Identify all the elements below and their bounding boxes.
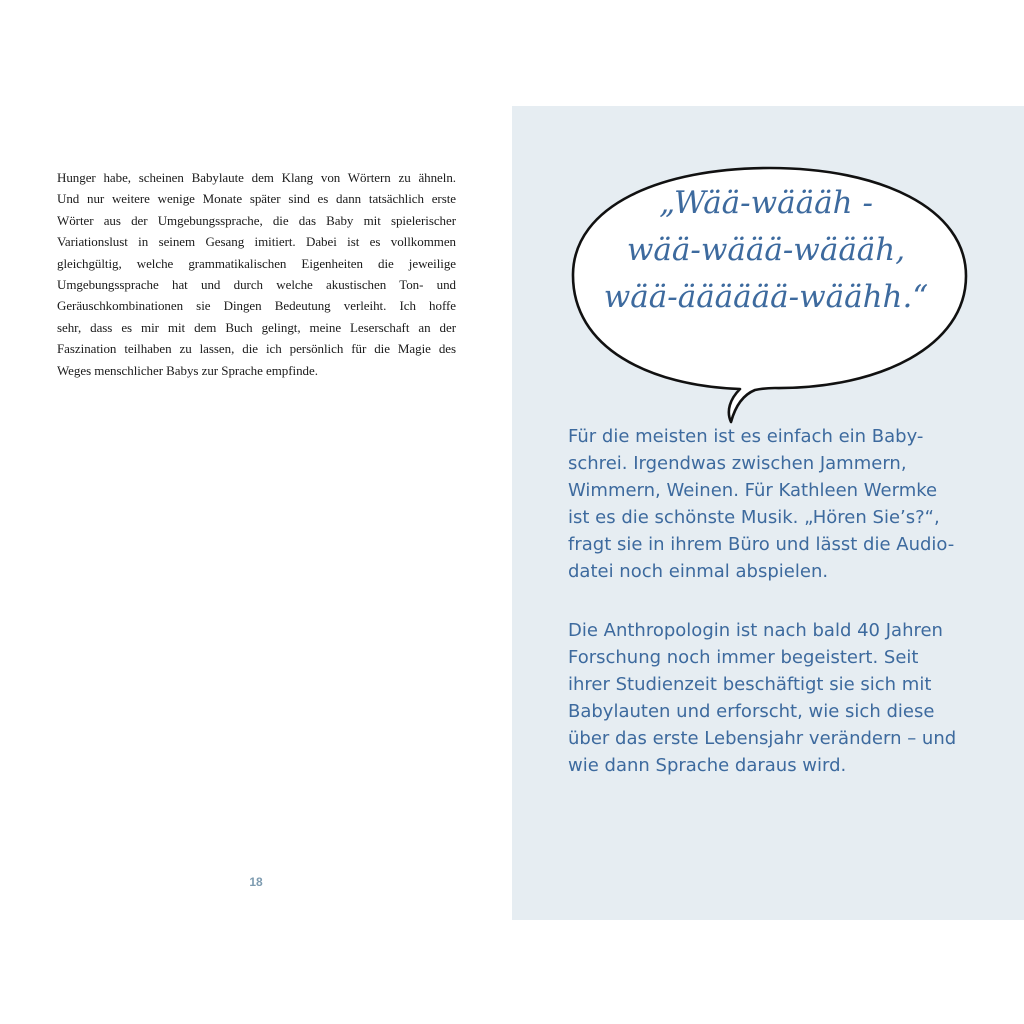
paragraph-line: fragt sie in ihrem Büro und lässt die Audio-	[568, 534, 955, 555]
paragraph-line: ist es die schönste Musik. „Hören Sie’s?“,	[568, 507, 940, 528]
body-line: Weges menschlicher Babys zur Sprache empfinde.	[57, 362, 318, 378]
bubble-quote-line: wää-wäää-wäääh,	[626, 232, 906, 268]
paragraph-line: schrei. Irgendwas zwischen Jammern,	[568, 453, 907, 474]
paragraph-line: Babylauten und erforscht, wie sich diese	[568, 701, 935, 722]
bubble-quote-line: wää-ääääää-wäähh.“	[603, 279, 929, 315]
paragraph-line: Die Anthropologin ist nach bald 40 Jahren	[568, 620, 943, 641]
paragraph-line: über das erste Lebensjahr verändern – und	[568, 728, 957, 749]
paragraph-line: Forschung noch immer begeistert. Seit	[568, 647, 919, 668]
paragraph-line: Für die meisten ist es einfach ein Baby-	[568, 426, 924, 447]
paragraph-line: datei noch einmal abspielen.	[568, 561, 829, 582]
body-line: Wörter aus der Umgebungssprache, die das Baby mit spielerischer	[57, 212, 456, 228]
page-number: 18	[249, 875, 263, 889]
second-paragraph	[568, 617, 968, 779]
body-line: Umgebungssprache hat und durch welche akustischen Ton- und	[57, 276, 456, 292]
paragraph-line: wie dann Sprache daraus wird.	[568, 755, 847, 776]
body-line: Geräuschkombinationen sie Dingen Bedeutung verleiht. Ich hoffe	[57, 298, 456, 314]
intro-paragraph	[568, 423, 968, 585]
body-line: Variationslust in seinem Gesang imitiert. Dabei ist es vollkommen	[57, 234, 456, 250]
body-line: Hunger habe, scheinen Babylaute dem Klang von Wörtern zu ähneln.	[57, 170, 456, 185]
bubble-quote	[580, 180, 952, 321]
paragraph-line: ihrer Studienzeit beschäftigt sie sich mit	[568, 674, 932, 695]
paragraph-line: Wimmern, Weinen. Für Kathleen Wermke	[568, 480, 938, 501]
body-line: sehr, dass es mir mit dem Buch gelingt, meine Leserschaft an der	[57, 319, 456, 335]
body-line: gleichgültig, welche grammatikalischen Eigenheiten die jeweilige	[57, 255, 456, 271]
body-line: Faszination teilhaben zu lassen, die ich persönlich für die Magie des	[57, 341, 456, 357]
body-text	[57, 167, 456, 381]
bubble-quote-line: „Wää-wäääh -	[659, 185, 873, 221]
body-line: Und nur weitere wenige Monate später sind es dann tatsächlich erste	[57, 191, 456, 207]
